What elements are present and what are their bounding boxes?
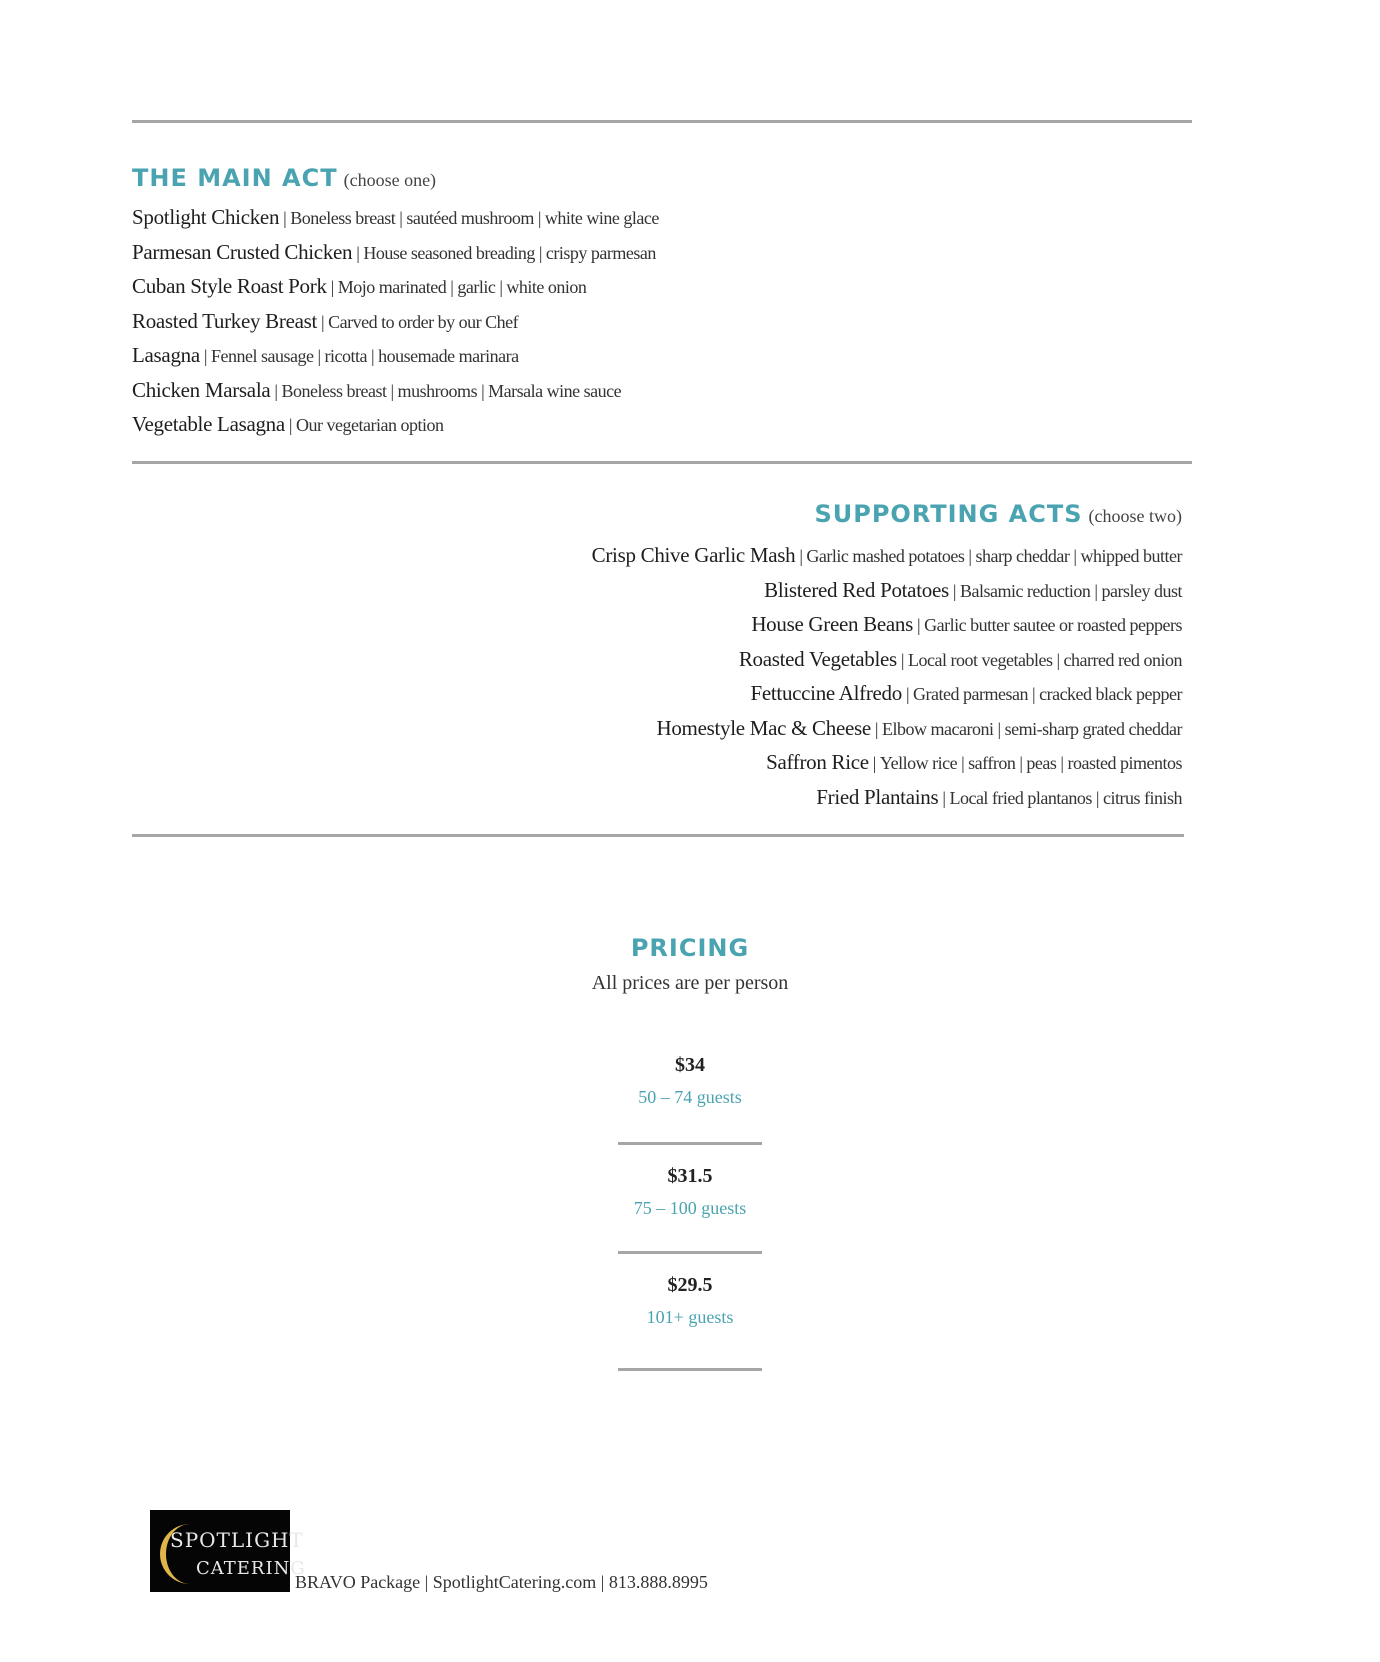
- item-desc: Our vegetarian option: [296, 415, 444, 435]
- tier-guests: 101+ guests: [646, 1307, 734, 1327]
- item-sep: |: [917, 615, 921, 635]
- list-item: [132, 200, 1182, 235]
- item-desc: Garlic mashed potatoes | sharp cheddar | whipped butter: [806, 546, 1182, 566]
- main-act-subtitle: (choose one): [343, 170, 437, 190]
- item-name: House Green Beans: [751, 612, 913, 636]
- list-item: [132, 304, 1182, 339]
- item-name: Chicken Marsala: [132, 377, 271, 402]
- price-tier: [618, 1040, 762, 1142]
- supporting-acts-subtitle: (choose two): [1088, 506, 1182, 526]
- main-act-title: THE MAIN ACT: [132, 164, 338, 192]
- item-name: Lasagna: [132, 343, 200, 367]
- item-desc: Grated parmesan | cracked black pepper: [913, 684, 1182, 704]
- item-name: Cuban Style Roast Pork: [132, 274, 327, 298]
- item-desc: Carved to order by our Chef: [328, 311, 519, 332]
- main-act-heading: [132, 164, 436, 192]
- item-sep: |: [330, 277, 334, 297]
- supporting-acts-heading: [814, 500, 1182, 528]
- footer-text: BRAVO Package | SpotlightCatering.com | 813.888.8995: [295, 1572, 708, 1592]
- item-sep: |: [283, 208, 287, 228]
- list-item: [132, 711, 1182, 746]
- item-name: Roasted Turkey Breast: [132, 308, 318, 333]
- tier-guests: 50 – 74 guests: [638, 1087, 742, 1107]
- tier-divider: [618, 1368, 762, 1371]
- list-item: [132, 269, 1182, 304]
- item-sep: |: [288, 415, 293, 435]
- tier-guests: 75 – 100 guests: [633, 1198, 747, 1218]
- list-item: [132, 607, 1182, 642]
- pricing-heading: [0, 934, 1380, 962]
- top-divider: [132, 120, 1192, 123]
- item-desc: Garlic butter sautee or roasted peppers: [924, 615, 1182, 635]
- list-item: [132, 573, 1182, 608]
- list-item: [132, 780, 1182, 815]
- item-sep: |: [203, 346, 207, 366]
- item-sep: |: [942, 787, 946, 808]
- item-name: Crisp Chive Garlic Mash: [591, 543, 796, 567]
- tier-price: $31.5: [667, 1165, 713, 1187]
- item-name: Fried Plantains: [816, 784, 939, 809]
- logo-line-2: CATERING: [196, 1558, 306, 1579]
- item-sep: |: [905, 684, 910, 704]
- bottom-divider: [132, 834, 1184, 837]
- item-sep: |: [274, 380, 278, 401]
- price-tier: [618, 1254, 762, 1368]
- pricing-note: All prices are per person: [591, 972, 789, 994]
- supporting-acts-list: [132, 538, 1182, 814]
- spotlight-catering-logo: [150, 1510, 306, 1592]
- item-desc: Local fried plantanos | citrus finish: [949, 787, 1182, 808]
- item-desc: Mojo marinated | garlic | white onion: [337, 277, 587, 297]
- logo-line-1: SPOTLIGHT: [170, 1528, 304, 1552]
- item-desc: Yellow rice | saffron | peas | roasted pimentos: [879, 753, 1182, 773]
- item-name: Blistered Red Potatoes: [764, 577, 949, 602]
- item-sep: |: [952, 580, 956, 601]
- item-sep: |: [799, 546, 803, 566]
- list-item: [132, 676, 1182, 711]
- list-item: [132, 373, 1182, 408]
- item-sep: |: [874, 718, 879, 739]
- item-desc: Local root vegetables | charred red onion: [908, 649, 1182, 670]
- item-desc: Boneless breast | mushrooms | Marsala wine sauce: [281, 380, 622, 401]
- item-desc: Balsamic reduction | parsley dust: [959, 580, 1182, 601]
- main-act-list: [132, 200, 1182, 442]
- item-sep: |: [900, 649, 905, 670]
- list-item: [132, 338, 1182, 373]
- item-sep: |: [321, 311, 325, 332]
- list-item: [132, 407, 1182, 442]
- item-name: Fettuccine Alfredo: [750, 681, 902, 705]
- price-tier: [618, 1145, 762, 1251]
- list-item: [132, 235, 1182, 270]
- supporting-acts-title: SUPPORTING ACTS: [814, 500, 1083, 528]
- tier-price: $29.5: [667, 1274, 713, 1296]
- item-name: Saffron Rice: [766, 750, 869, 774]
- item-sep: |: [872, 753, 876, 773]
- item-name: Homestyle Mac & Cheese: [656, 715, 871, 740]
- middle-divider: [132, 461, 1192, 464]
- list-item: [132, 745, 1182, 780]
- item-name: Spotlight Chicken: [132, 205, 280, 229]
- item-name: Vegetable Lasagna: [132, 412, 285, 436]
- pricing-title: PRICING: [630, 934, 750, 962]
- item-name: Parmesan Crusted Chicken: [132, 239, 353, 264]
- item-desc: Elbow macaroni | semi-sharp grated cheddar: [882, 718, 1182, 739]
- item-desc: Fennel sausage | ricotta | housemade marinara: [210, 346, 519, 366]
- pricing-tiers: [618, 1040, 762, 1371]
- item-desc: Boneless breast | sautéed mushroom | white wine glace: [290, 208, 659, 228]
- item-desc: House seasoned breading | crispy parmesan: [363, 242, 656, 263]
- item-sep: |: [356, 242, 360, 263]
- list-item: [132, 538, 1182, 573]
- tier-price: $34: [675, 1054, 705, 1076]
- item-name: Roasted Vegetables: [738, 646, 897, 671]
- list-item: [132, 642, 1182, 677]
